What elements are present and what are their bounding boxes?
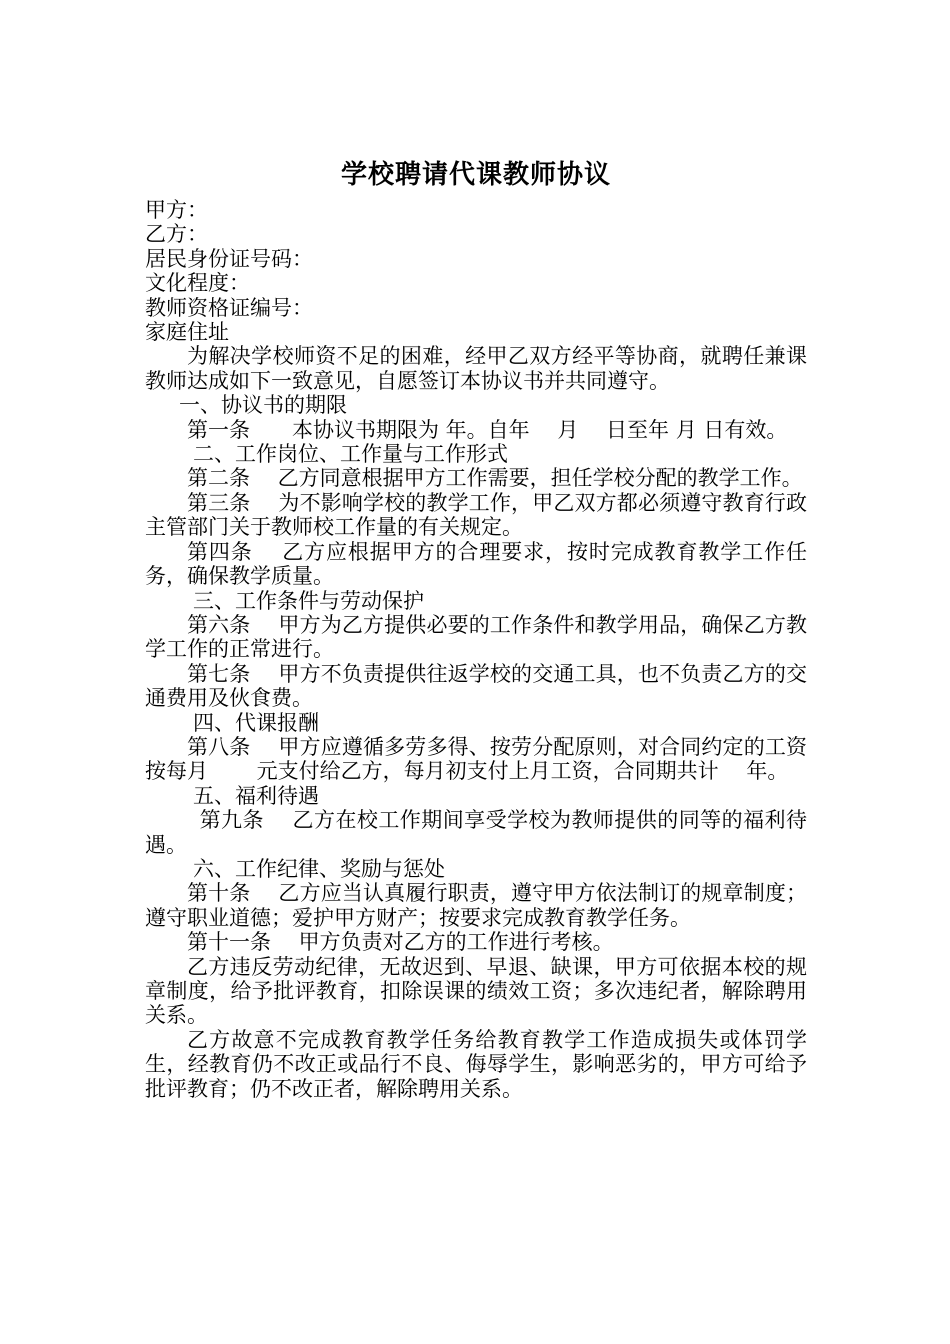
field-party-b: 乙方： [145,222,208,247]
article-7: 第七条 甲方不负责提供往返学校的交通工具，也不负责乙方的交通费用及伙食费。 [145,661,807,711]
section-6-heading: 六、工作纪律、奖励与惩处 [193,856,445,881]
article-11: 第十一条 甲方负责对乙方的工作进行考核。 [187,930,614,955]
article-9: 第九条 乙方在校工作期间享受学校为教师提供的同等的福利待遇。 [145,808,807,857]
field-id-number: 居民身份证号码： [145,246,313,271]
section-4-heading: 四、代课报酬 [193,710,319,735]
field-party-a: 甲方： [145,198,208,222]
article-4: 第四条 乙方应根据甲方的合理要求，按时完成教育教学工作任务，确保教学质量。 [145,539,807,589]
section-2-heading: 二、工作岗位、工作量与工作形式 [193,442,508,467]
discipline-paragraph-b: 乙方故意不完成教育教学任务给教育教学工作造成损失或体罚学生，经教育仍不改正或品行不良、侮辱学生，影响恶劣的，甲方可给予批评教育；仍不改正者，解除聘用关系。 [145,1027,807,1101]
article-1: 第一条 本协议书期限为 年。自年 月 日至年 月 日有效。 [187,417,788,442]
article-6: 第六条 甲方为乙方提供必要的工作条件和教学用品，确保乙方教学工作的正常进行。 [145,612,807,662]
section-5-heading: 五、福利待遇 [193,783,319,808]
article-3: 第三条 为不影响学校的教学工作，甲乙双方都必须遵守教育行政主管部门关于教师校工作量的有关规定。 [145,490,807,540]
article-2: 第二条 乙方同意根据甲方工作需要，担任学校分配的教学工作。 [187,466,803,491]
field-education: 文化程度： [145,271,250,296]
document-title: 学校聘请代课教师协议 [340,160,611,190]
intro-paragraph: 为解决学校师资不足的困难，经甲乙双方经平等协商，就聘任兼课教师达成如下一致意见，自愿签订本协议书并共同遵守。 [145,344,807,393]
field-address: 家庭住址 [145,320,229,345]
article-8: 第八条 甲方应遵循多劳多得、按劳分配原则，对合同约定的工资按每月 元支付给乙方，每月初支付上月工资，合同期共计 年。 [145,734,807,784]
section-3-heading: 三、工作条件与劳动保护 [193,588,424,613]
discipline-paragraph-a: 乙方违反劳动纪律，无故迟到、早退、缺课，甲方可依据本校的规章制度，给予批评教育，扣除误课的绩效工资；多次违纪者，解除聘用关系。 [145,954,807,1028]
section-1-heading: 一、协议书的期限 [179,393,347,418]
article-10: 第十条 乙方应当认真履行职责，遵守甲方依法制订的规章制度；遵守职业道德；爱护甲方财产；按要求完成教育教学任务。 [145,881,807,930]
field-cert-number: 教师资格证编号： [145,295,313,320]
document-page [145,158,807,1101]
